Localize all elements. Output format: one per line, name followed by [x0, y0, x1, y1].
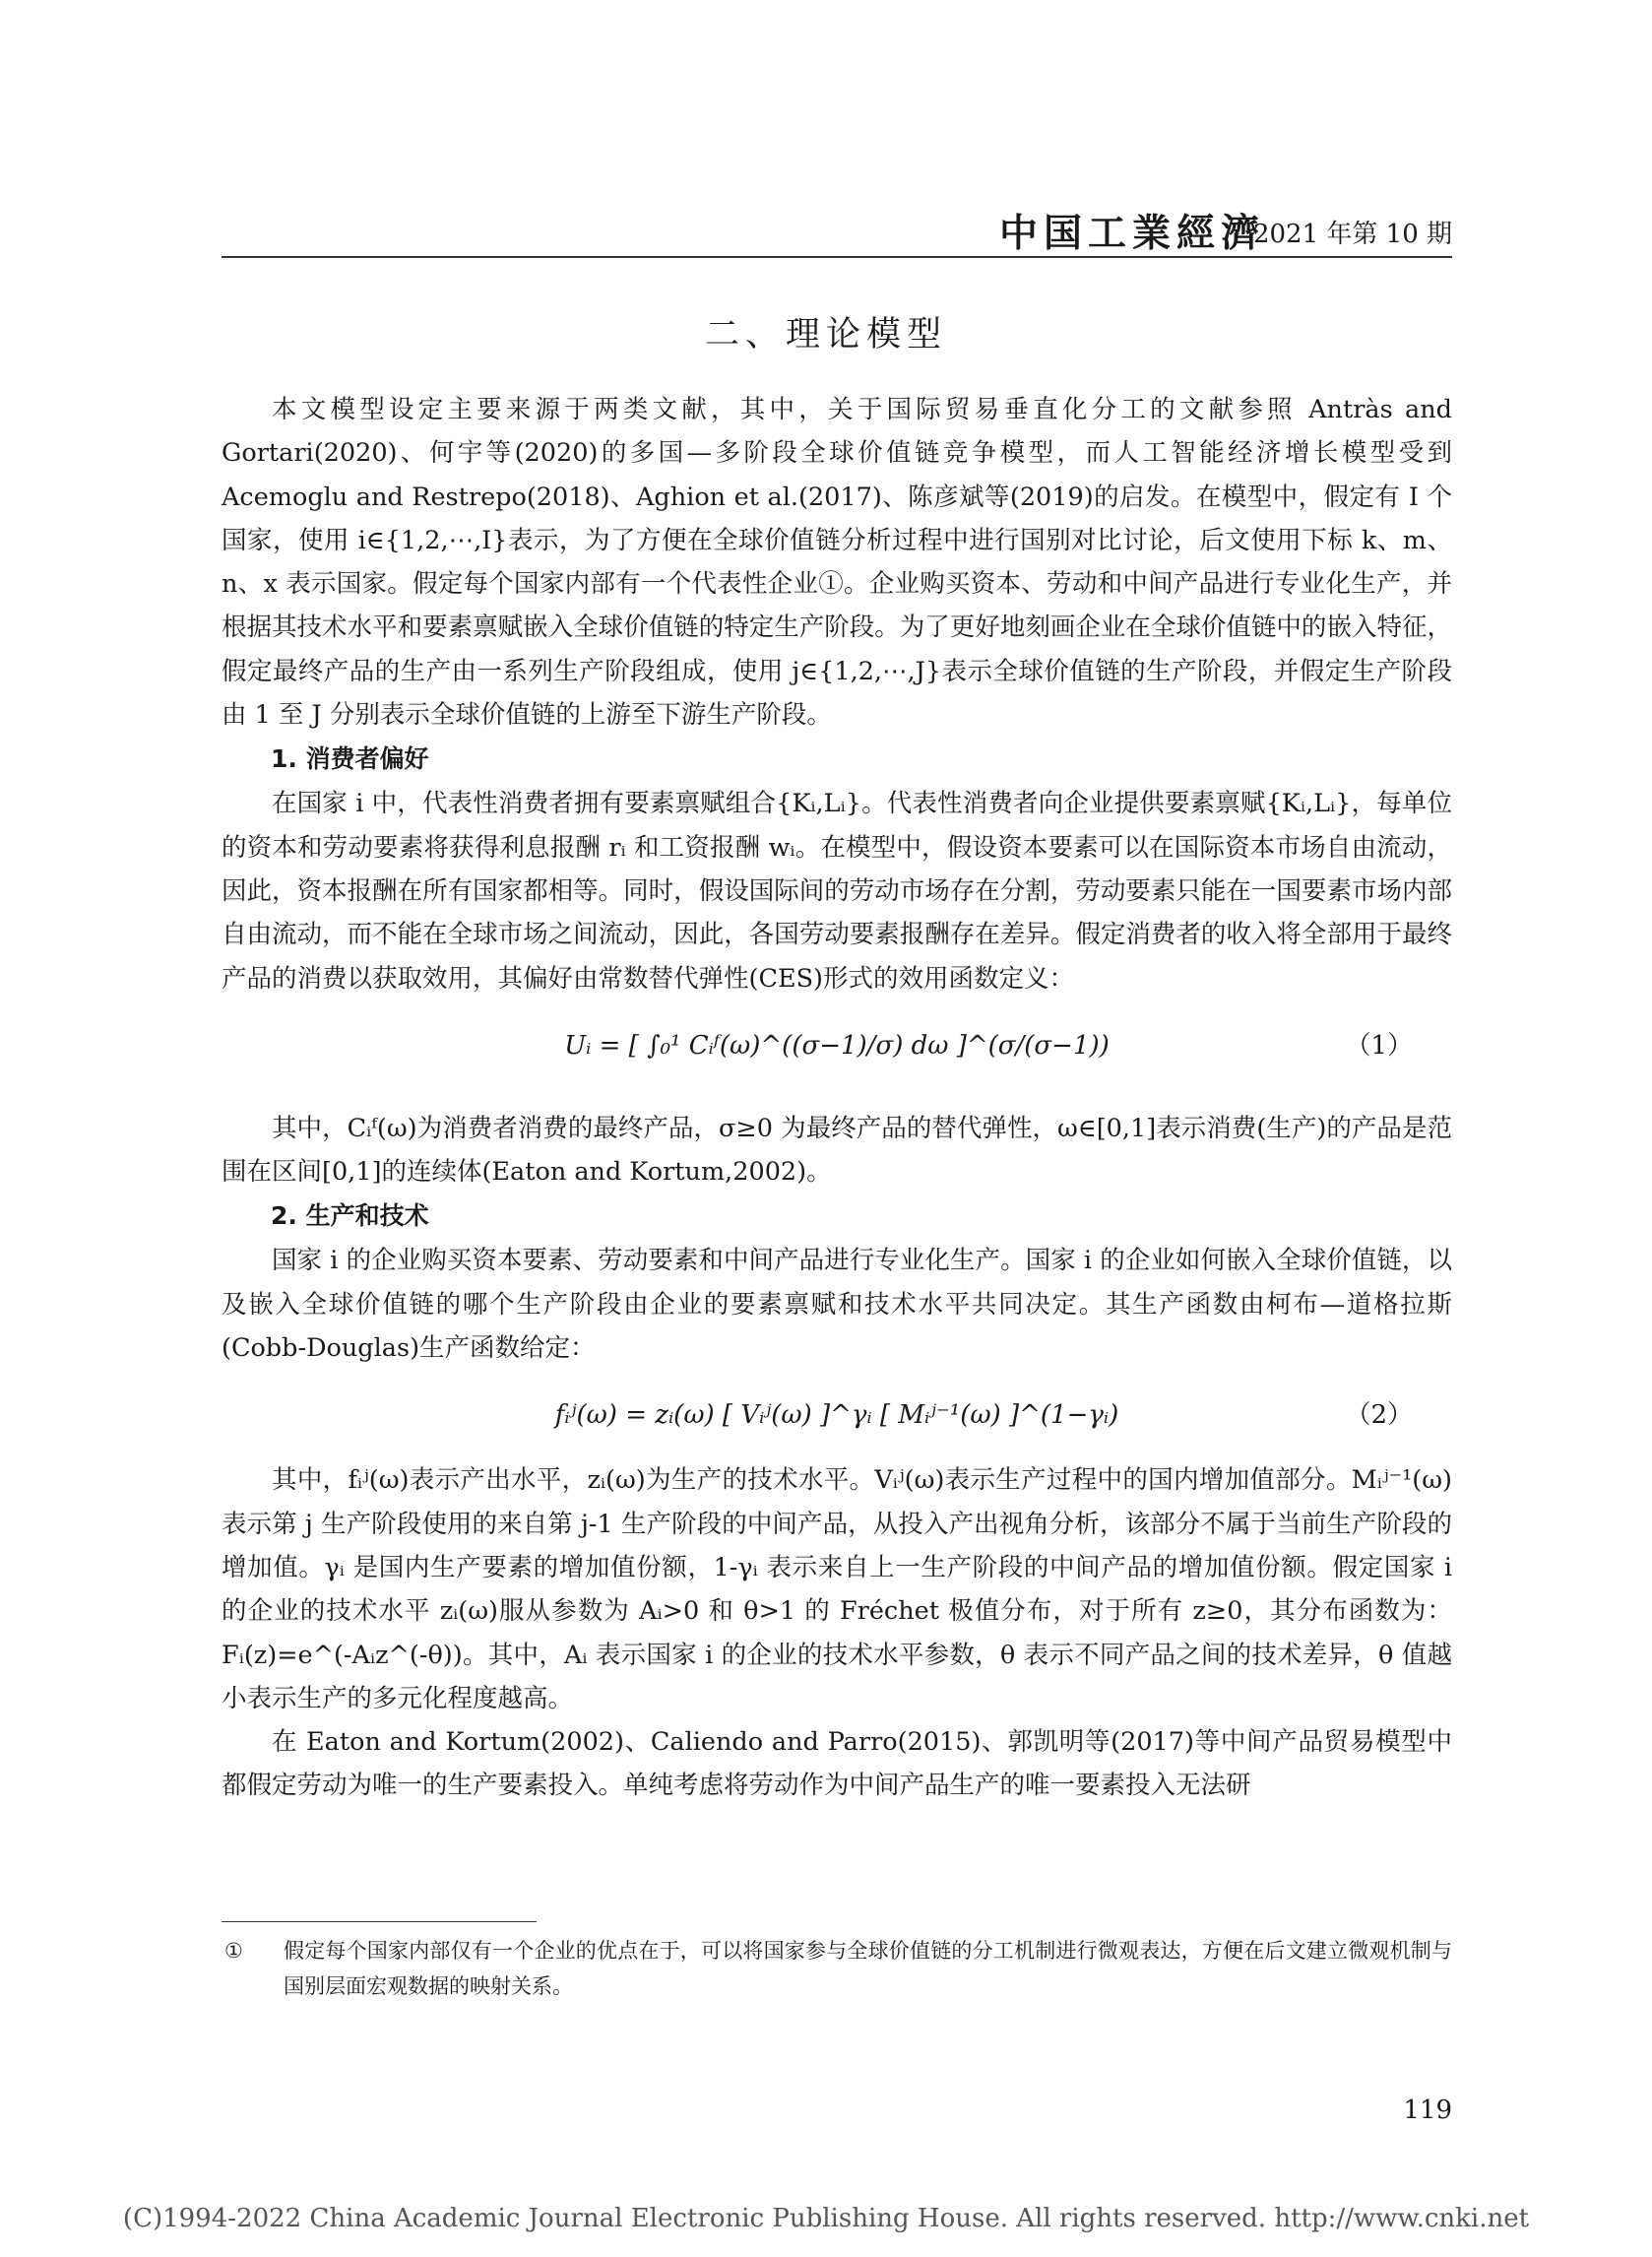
equation-2 — [222, 1370, 1452, 1458]
paragraph-production-notes: 其中，fᵢʲ(ω)表示产出水平，zᵢ(ω)为生产的技术水平。Vᵢʲ(ω)表示生产过程中的国内增加值部分。Mᵢʲ⁻¹(ω)表示第 j 生产阶段使用的来自第 j-1 生产阶段的中间产品，从投入产出视角分析，该部分不属于当前生产阶段的增加值。γᵢ 是国内生产要素的增加值份额，1-γᵢ 表示来自上一生产阶段的中间产品的增加值份额。假定国家 i 的企业的技术水平 zᵢ(ω)服从参数为 Aᵢ>0 和 θ>1 的 Fréchet 极值分布，对于所有 z≥0，其分布函数为：Fᵢ(z)=e^(-Aᵢz^(-θ))。其中，Aᵢ 表示国家 i 的企业的技术水平参数，θ 表示不同产品之间的技术差异，θ 值越小表示生产的多元化程度越高。 — [222, 1465, 1452, 1713]
equation-2-formula: fᵢʲ(ω) = zᵢ(ω) [ Vᵢʲ(ω) ]^γᵢ [ Mᵢʲ⁻¹(ω) ]^(1−γᵢ) — [554, 1400, 1119, 1431]
paragraph-consumer: 在国家 i 中，代表性消费者拥有要素禀赋组合{Kᵢ,Lᵢ}。代表性消费者向企业提供要素禀赋{Kᵢ,Lᵢ}，每单位的资本和劳动要素将获得利息报酬 rᵢ 和工资报酬 wᵢ。在模型中，假设资本要素可以在国际资本市场自由流动，因此，资本报酬在所有国家都相等。同时，假设国际间的劳动市场存在分割，劳动要素只能在一国要素市场内部自由流动，而不能在全球市场之间流动，因此，各国劳动要素报酬存在差异。假定消费者的收入将全部用于最终产品的消费以获取效用，其偏好由常数替代弹性(CES)形式的效用函数定义： — [222, 789, 1452, 994]
section-title: 二、理论模型 — [704, 315, 947, 355]
equation-1-number: （1） — [1345, 1030, 1413, 1061]
footnote-text: 假定每个国家内部仅有一个企业的优点在于，可以将国家参与全球价值链的分工机制进行微观表达，方便在后文建立微观机制与国别层面宏观数据的映射关系。 — [284, 1939, 1452, 1998]
header-rule — [222, 256, 1452, 258]
equation-2-number: （2） — [1345, 1400, 1413, 1431]
body-text — [222, 388, 1452, 1808]
paragraph-production: 国家 i 的企业购买资本要素、劳动要素和中间产品进行专业化生产。国家 i 的企业如何嵌入全球价值链，以及嵌入全球价值链的哪个生产阶段由企业的要素禀赋和技术水平共同决定。其生产函数由柯布—道格拉斯(Cobb-Douglas)生产函数给定： — [222, 1246, 1452, 1364]
footnote-mark: ① — [224, 1939, 243, 1963]
footnote-rule — [222, 1921, 537, 1922]
journal-logo: 中国工業經濟 — [998, 211, 1265, 256]
subsection-heading-production: 2. 生产和技术 — [271, 1201, 429, 1231]
issue-label: 2021 年第 10 期 — [1252, 220, 1452, 249]
page-number: 119 — [1403, 2096, 1452, 2125]
paragraph-labor: 在 Eaton and Kortum(2002)、Caliendo and Parro(2015)、郭凯明等(2017)等中间产品贸易模型中都假定劳动为唯一的生产要素投入。单纯考虑将劳动作为中间产品生产的唯一要素投入无法研 — [222, 1727, 1452, 1801]
running-header — [222, 211, 1452, 256]
equation-1-formula: Uᵢ = [ ∫₀¹ Cᵢᶠ(ω)^((σ−1)/σ) dω ]^(σ/(σ−1)) — [564, 1030, 1110, 1061]
footnote — [224, 1933, 1452, 2004]
equation-1 — [222, 1000, 1452, 1107]
copyright-notice: (C)1994-2022 China Academic Journal Electronic Publishing House. All rights reserved. http://www.cnki.net — [122, 2204, 1530, 2233]
paragraph-utility-notes: 其中，Cᵢᶠ(ω)为消费者消费的最终产品，σ≥0 为最终产品的替代弹性，ω∈[0,1]表示消费(生产)的产品是范围在区间[0,1]的连续体(Eaton and Kortum,2002)。 — [222, 1113, 1452, 1188]
paragraph-intro: 本文模型设定主要来源于两类文献，其中，关于国际贸易垂直化分工的文献参照 Antràs and Gortari(2020)、何宇等(2020)的多国—多阶段全球价值链竞争模型，而人工智能经济增长模型受到 Acemoglu and Restrepo(2018)、Aghion et al.(2017)、陈彦斌等(2019)的启发。在模型中，假定有 I 个国家，使用 i∈{1,2,⋯,I}表示，为了方便在全球价值链分析过程中进行国别对比讨论，后文使用下标 k、m、n、x 表示国家。假定每个国家内部有一个代表性企业①。企业购买资本、劳动和中间产品进行专业化生产，并根据其技术水平和要素禀赋嵌入全球价值链的特定生产阶段。为了更好地刻画企业在全球价值链中的嵌入特征，假定最终产品的生产由一系列生产阶段组成，使用 j∈{1,2,⋯,J}表示全球价值链的生产阶段，并假定生产阶段由 1 至 J 分别表示全球价值链的上游至下游生产阶段。 — [222, 395, 1452, 731]
subsection-heading-consumer: 1. 消费者偏好 — [271, 744, 429, 774]
